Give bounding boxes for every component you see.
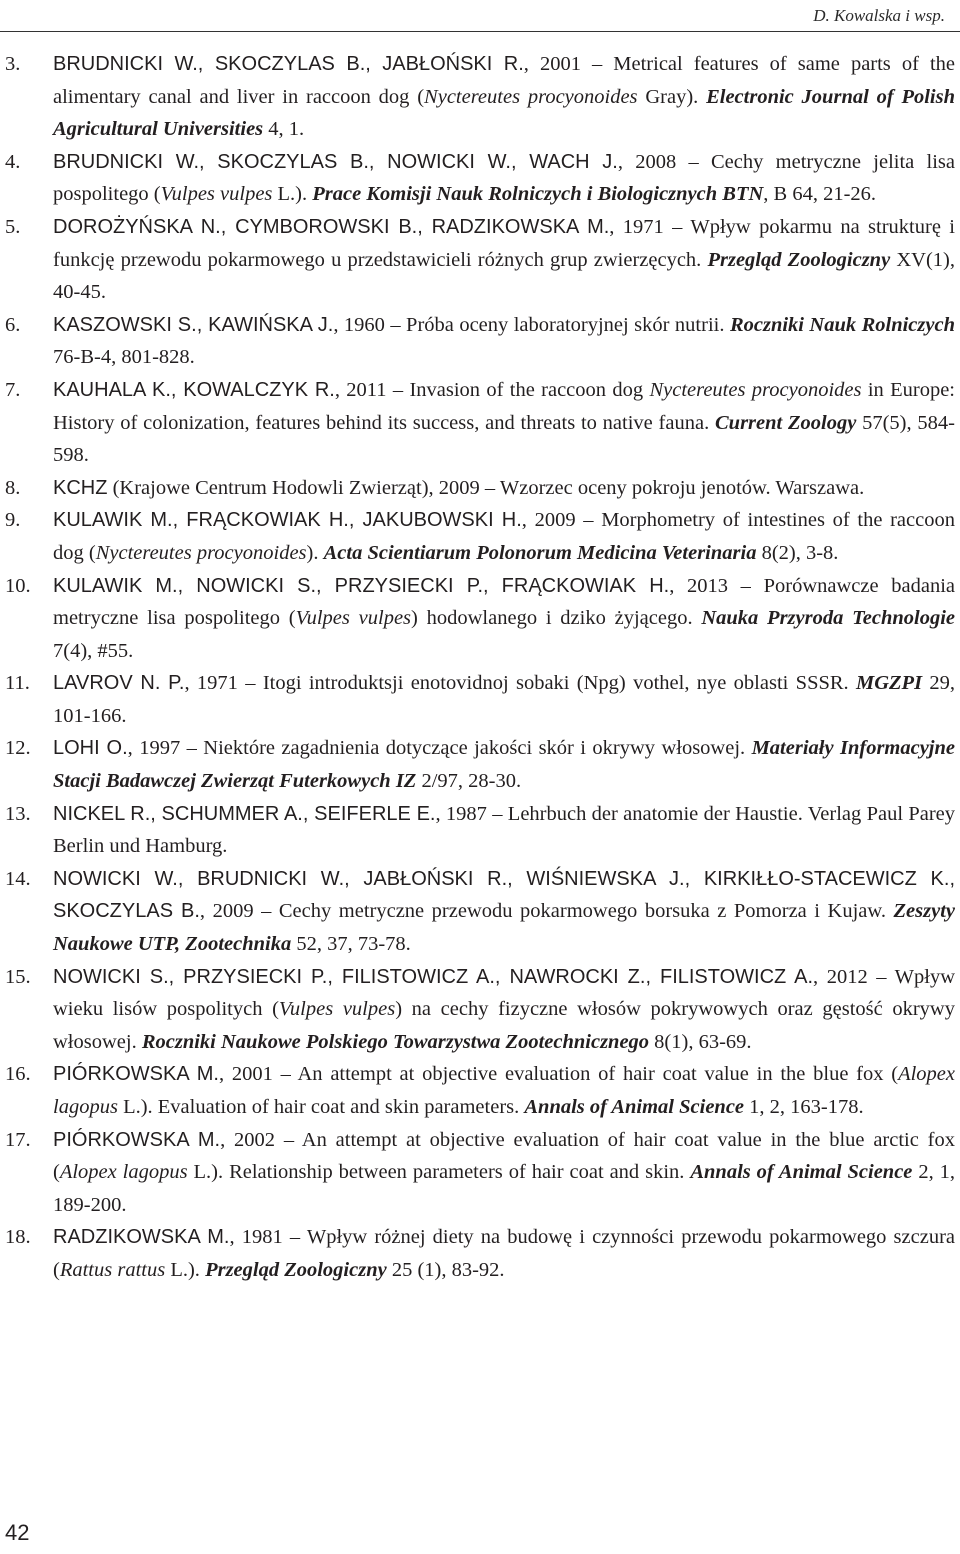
- reference-body: [53, 374, 955, 472]
- reference-text: XV(1), 40-45.: [53, 248, 956, 304]
- reference-text: 57(5), 584-598.: [53, 411, 955, 467]
- reference-entry: [5, 798, 955, 863]
- reference-number: 11.: [5, 672, 30, 695]
- reference-entry: [5, 961, 955, 1059]
- reference-text: 7(4), #55.: [53, 639, 134, 662]
- reference-entry: [5, 504, 955, 569]
- reference-body: [53, 1221, 955, 1286]
- reference-text: 52, 37, 73-78.: [291, 933, 411, 956]
- reference-species: Vulpes vulpes: [160, 183, 273, 206]
- reference-text: L.). Relationship between parameters of hair coat and skin.: [187, 1161, 691, 1184]
- reference-body: [53, 1124, 955, 1222]
- reference-entry: [5, 1221, 955, 1286]
- reference-authors: NICKEL R., SCHUMMER A., SEIFERLE E.: [53, 802, 436, 825]
- reference-number: 4.: [5, 150, 21, 173]
- reference-authors: PIÓRKOWSKA M.: [53, 1128, 221, 1151]
- reference-text: 25 (1), 83-92.: [386, 1258, 505, 1281]
- reference-journal: Zeszyty Naukowe UTP, Zootechnika: [53, 900, 955, 956]
- reference-journal: Materiały Informacyjne Stacji Badawczej Zwierząt Futerkowych IZ: [53, 737, 956, 793]
- reference-journal: Acta Scientiarum Polonorum Medicina Veterinaria: [323, 541, 757, 564]
- reference-number: 15.: [5, 965, 31, 988]
- reference-species: Nyctereutes procyonoides: [95, 541, 307, 564]
- reference-species: Alopex lagopus: [59, 1161, 188, 1184]
- reference-list: [5, 48, 955, 1287]
- reference-text: in Europe: History of colonization, features behind its success, and threats to native fauna.: [53, 378, 955, 434]
- reference-text: L.).: [272, 183, 313, 206]
- reference-body: [53, 309, 955, 374]
- reference-entry: [5, 309, 955, 374]
- reference-body: [53, 1058, 955, 1123]
- reference-journal: Annals of Animal Science: [690, 1161, 913, 1184]
- reference-journal: Przegląd Zoologiczny: [205, 1258, 387, 1281]
- reference-text: , 2012 – Wpływ wieku lisów pospolitych (: [53, 965, 956, 1021]
- reference-number: 16.: [5, 1063, 31, 1086]
- reference-text: , 1987 – Lehrbuch der anatomie der Haustie. Verlag Paul Parey Berlin und Hamburg.: [53, 802, 956, 858]
- reference-text: , 1997 – Niektóre zagadnienia dotyczące jakości skór i okrywy włosowej.: [127, 737, 752, 760]
- reference-number: 5.: [5, 215, 21, 238]
- reference-authors: KCHZ: [53, 476, 108, 499]
- reference-number: 12.: [5, 737, 31, 760]
- reference-number: 3.: [5, 53, 21, 75]
- reference-body: [53, 472, 955, 505]
- reference-text: 4, 1.: [263, 118, 305, 141]
- reference-authors: KASZOWSKI S., KAWIŃSKA J.: [53, 313, 334, 336]
- reference-species: Nyctereutes procyonoides: [424, 85, 638, 108]
- reference-body: [53, 732, 955, 797]
- reference-body: [53, 48, 955, 146]
- page-number: 42: [5, 1520, 30, 1545]
- reference-number: 9.: [5, 509, 21, 532]
- reference-number: 13.: [5, 802, 31, 825]
- reference-text: , 1981 – Wpływ różnej diety na budowę i czynności przewodu pokarmowego szczura (: [53, 1226, 955, 1281]
- reference-entry: [5, 374, 955, 472]
- reference-journal: Roczniki Nauk Rolniczych: [729, 313, 955, 336]
- reference-authors: LAVROV N. P.: [53, 672, 185, 695]
- reference-body: [53, 504, 955, 569]
- reference-text: , 1971 – Wpływ pokarmu na strukturę i funkcję przewodu pokarmowego u przedstawicieli różnych grup zwierzęcych.: [53, 215, 955, 271]
- reference-text: , 2011 – Invasion of the raccoon dog: [334, 378, 650, 401]
- reference-number: 10.: [5, 574, 31, 597]
- reference-authors: KULAWIK M., FRĄCKOWIAK H., JAKUBOWSKI H.: [53, 509, 522, 532]
- reference-text: 1, 2, 163-178.: [744, 1096, 864, 1118]
- reference-text: ) hodowlanego i dziko żyjącego.: [411, 607, 702, 630]
- reference-text: 29, 101-166.: [53, 672, 956, 727]
- reference-text: 8(1), 63-69.: [649, 1030, 752, 1053]
- reference-text: , 2013 – Porównawcze badania metryczne lisa pospolitego (: [53, 574, 955, 630]
- reference-entry: [5, 211, 955, 309]
- reference-entry: [5, 472, 955, 505]
- reference-authors: PIÓRKOWSKA M.: [53, 1063, 219, 1086]
- header-rule: [0, 31, 960, 32]
- reference-species: Nyctereutes procyonoides: [649, 378, 862, 401]
- reference-entry: [5, 1124, 955, 1222]
- running-head: D. Kowalska i wsp.: [813, 6, 945, 25]
- reference-body: [53, 667, 955, 732]
- reference-entry: [5, 863, 955, 961]
- reference-journal: MGZPI: [856, 672, 923, 695]
- reference-body: [53, 570, 955, 668]
- reference-text: , 1960 – Próba oceny laboratoryjnej skór nutrii.: [333, 313, 730, 336]
- reference-entry: [5, 1058, 955, 1123]
- reference-text: , 2009 – Cechy metryczne przewodu pokarmowego borsuka z Pomorza i Kujaw.: [199, 900, 894, 923]
- reference-entry: [5, 667, 955, 732]
- reference-journal: Electronic Journal of Polish Agricultural Universities: [53, 85, 955, 141]
- reference-authors: LOHI O.: [53, 737, 128, 760]
- reference-entry: [5, 732, 955, 797]
- reference-species: Alopex lagopus: [53, 1063, 956, 1118]
- reference-text: ) na cechy fizyczne włosów pokrywowych oraz gęstość okrywy włosowej.: [53, 998, 955, 1053]
- reference-authors: KULAWIK M., NOWICKI S., PRZYSIECKI P., FRĄCKOWIAK H.: [53, 574, 670, 597]
- reference-text: L.). Evaluation of hair coat and skin parameters.: [117, 1096, 525, 1118]
- reference-text: , 1971 – Itogi introduktsji enotovidnoj sobaki (Npg) vothel, nye oblasti SSSR.: [184, 672, 856, 695]
- reference-journal: Roczniki Naukowe Polskiego Towarzystwa Zootechnicznego: [141, 1030, 650, 1053]
- reference-body: [53, 798, 955, 863]
- reference-authors: BRUDNICKI W., SKOCZYLAS B., NOWICKI W., WACH J.: [53, 150, 618, 173]
- reference-text: , B 64, 21-26.: [763, 183, 877, 206]
- reference-body: [53, 863, 955, 961]
- reference-number: 18.: [5, 1226, 31, 1249]
- reference-text: 76-B-4, 801-828.: [53, 346, 195, 369]
- reference-entry: [5, 570, 955, 668]
- reference-journal: Current Zoology: [715, 411, 857, 434]
- reference-entry: [5, 146, 955, 211]
- reference-text: , 2002 – An attempt at objective evaluation of hair coat value in the blue arctic fox (: [53, 1128, 955, 1184]
- reference-authors: NOWICKI W., BRUDNICKI W., JABŁOŃSKI R., WIŚNIEWSKA J., KIRKIŁŁO-STACEWICZ K., SKOCZYLAS B.: [53, 867, 955, 923]
- reference-journal: Annals of Animal Science: [524, 1096, 745, 1118]
- reference-authors: NOWICKI S., PRZYSIECKI P., FILISTOWICZ A., NAWROCKI Z., FILISTOWICZ A.: [53, 965, 814, 988]
- reference-journal: Prace Komisji Nauk Rolniczych i Biologicznych BTN: [312, 183, 764, 206]
- reference-body: [53, 146, 955, 211]
- reference-text: 2, 1, 189-200.: [53, 1161, 956, 1216]
- reference-species: Vulpes vulpes: [278, 998, 396, 1021]
- reference-text: ).: [306, 541, 324, 564]
- reference-species: Vulpes vulpes: [295, 607, 412, 630]
- reference-text: 2/97, 28-30.: [416, 770, 522, 793]
- reference-authors: RADZIKOWSKA M.: [53, 1226, 230, 1249]
- reference-body: [53, 961, 955, 1059]
- reference-number: 17.: [5, 1128, 31, 1151]
- reference-text: L.).: [165, 1258, 206, 1281]
- reference-text: , 2001 – Metrical features of same parts of the alimentary canal and liver in raccoon dog (: [53, 53, 955, 108]
- reference-number: 7.: [5, 378, 21, 401]
- reference-text: , 2001 – An attempt at objective evaluation of hair coat value in the blue fox (: [219, 1063, 899, 1086]
- reference-species: Rattus rattus: [59, 1258, 166, 1281]
- reference-journal: Przegląd Zoologiczny: [707, 248, 891, 271]
- reference-number: 14.: [5, 867, 31, 890]
- reference-number: 6.: [5, 313, 21, 336]
- reference-authors: DOROŻYŃSKA N., CYMBOROWSKI B., RADZIKOWSKA M.: [53, 215, 610, 238]
- reference-text: (Krajowe Centrum Hodowli Zwierząt), 2009 – Wzorzec oceny pokroju jenotów. Warszawa.: [107, 476, 865, 499]
- reference-text: Gray).: [637, 85, 707, 108]
- reference-body: [53, 211, 955, 309]
- reference-text: , 2008 – Cechy metryczne jelita lisa pospolitego (: [53, 150, 955, 206]
- reference-authors: BRUDNICKI W., SKOCZYLAS B., JABŁOŃSKI R.: [53, 53, 524, 75]
- reference-text: , 2009 – Morphometry of intestines of the raccoon dog (: [53, 509, 955, 564]
- reference-text: 8(2), 3-8.: [756, 541, 839, 564]
- reference-journal: Nauka Przyroda Technologie: [701, 607, 955, 630]
- reference-number: 8.: [5, 476, 21, 499]
- reference-authors: KAUHALA K., KOWALCZYK R.: [53, 378, 335, 401]
- reference-entry: [5, 48, 955, 146]
